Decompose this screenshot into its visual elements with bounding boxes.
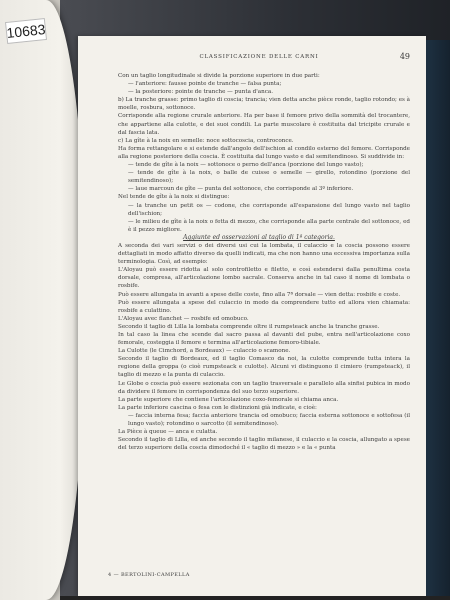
text-line: — tende de gîte à la noix — sottonoce o perno dell'anca (porzione del lungo vasto); [128,162,364,169]
text-line: A seconda dei vari servizi o dei diversi usi cui la lombata, il culaccio e la coscia possono essere dettagliati in modo affatto diverso da quelli indicati, ma che non hanno una eccessiva importanza sulla terminologia. Così, ad esempio: [118,242,410,266]
text-line: Ha forma rettangolare e si estende dall'angolo dell'ischion al condilo esterno del femore. Corrisponde alla regione posteriore della coscia. È costituita dal lungo vasto e dal semitendinoso. Si suddivide in: [118,145,410,160]
bottom-shadow [60,596,450,600]
text-line: La Culotte (le Cimchord, a Bordeaux) — culaccio o scamone. [118,348,291,355]
text-line: Secondo il taglio di Bordeaux, ed il taglio Comasco da noi, la culotte comprende tutta intera la regione della groppa (o cioè rumpsteack e culotte). Alcuni vi distinguono il cimiero (rumpsteack), il taglio di mezzo e la punta di culaccio. [118,356,410,379]
text-line: Con un taglio longitudinale si divide la porzione superiore in due parti: [118,73,320,79]
text-line: Può essere allungata a spese del culaccio in modo da comprendere tutto ed allora vien chiamata: rosbife a culattino. [118,299,410,314]
text-line: b) La tranche grasse: primo taglio di coscia; trancia; vien detta anche pièce ronde, taglio rotondo; es à moelle, rosbura, sottonoce. [118,97,410,112]
text-line: In tal caso la linea che scende dal sacro passa al davanti del pube, entra nell'articolazione coxo femorale, costeggia il femore e termina all'articolazione femoro-tibiale. [118,332,410,347]
section-subheading: Aggiunte ed osservazioni al taglio di 1ª categoria. [183,233,335,241]
book-cover-edge [426,40,450,600]
left-page [0,0,86,600]
text-line: La Pièce à queue — anca e culatta. [118,429,218,436]
text-line: L'Aloyau avec flanchet — rosbife ed omobuco. [118,315,249,322]
text-line: — l'anteriore: fausse pointe de tranche — falsa punta; [128,81,282,88]
text-line: Le Globe o coscia può essere sezionata con un taglio trasversale e parallelo alla sinfisi pubica in modo da dividere il femore in corrispondenza del suo terzo superiore. [118,380,410,395]
text-line: — la tranche un petit os — codone, che corrisponde all'espansione del lungo vasto nel taglio dell'ischion; [128,202,410,217]
running-head [108,52,410,64]
text-line: Corrisponde alla regione crurale anteriore. Ha per base il femore privo della sommità del trocantere, che appartiene alla culotte, e dei suoi condili. La parte muscolare è costituita dal tricipite crurale e dal fascia lata. [118,113,410,136]
running-head-title: CLASSIFICAZIONE DELLE CARNI [199,54,319,60]
text-line: — laue marcoun de gîte — punta del sottonoce, che corrisponde al 3º inferiore. [128,186,354,193]
text-line: — le milieu de gîte à la noix o fetta di mezzo, che corrisponde alla parte centrale del sottonoce, ed è il pezzo migliore. [128,218,410,233]
text-line: — faccia interna fesa; faccia anteriore trancia od omobuco; faccia esterna sottonoce e sottofesa (il lungo vasto); rotondino o sarcotto (il semitendinoso). [128,412,410,428]
page-footer: 4 — BERTOLINI-CAMPELLA [108,572,190,578]
text-line: Secondo il taglio di Lilla, ed anche secondo il taglio milanese, il culaccio e la coscia, allungato a spese del terzo superiore della coscia dimodoché il « taglio di mezzo » e la « punta [118,437,410,452]
text-line: — la posteriore: pointe de tranche — punta d'anca. [128,89,273,96]
text-line: Secondo il taglio di Lilla la lombata comprende oltre il rumpsteack anche la tranche grasse. [118,323,380,330]
page-number: 49 [399,52,410,61]
printed-page [78,36,426,596]
text-line: Nel tende de gîte à la noix si distingue: [118,194,230,201]
page-body [108,72,410,452]
text-line: L'Aloyau può essere ridotta al solo controfiletto e filetto, e così estendersi dalla penultima costa dorsale, compresa, all'articolazione lombo sacrale. Conserva anche in tal caso il nome di lombata o rosbife. [118,267,410,290]
text-line: — tende de gîte à la noix, o balle de cuisse o semelle — girello, rotondino (porzione del semitendinoso); [128,170,410,185]
inventory-sticker: 10683 [5,18,47,44]
text-line: La parte inferiore cascina o fesa con le distinzioni già indicate, e cioè: [118,404,317,411]
text-line: Può essere allungata in avanti a spese delle coste, fino alla 7ª dorsale — vien detta: rosbife e coste. [118,291,401,298]
text-line: c) La gîte à la noix en semelle: noce sottocoscia, controconce. [118,137,294,144]
text-line: La parte superiore che contiene l'articolazione coxo-femorale si chiama anca. [118,396,339,403]
